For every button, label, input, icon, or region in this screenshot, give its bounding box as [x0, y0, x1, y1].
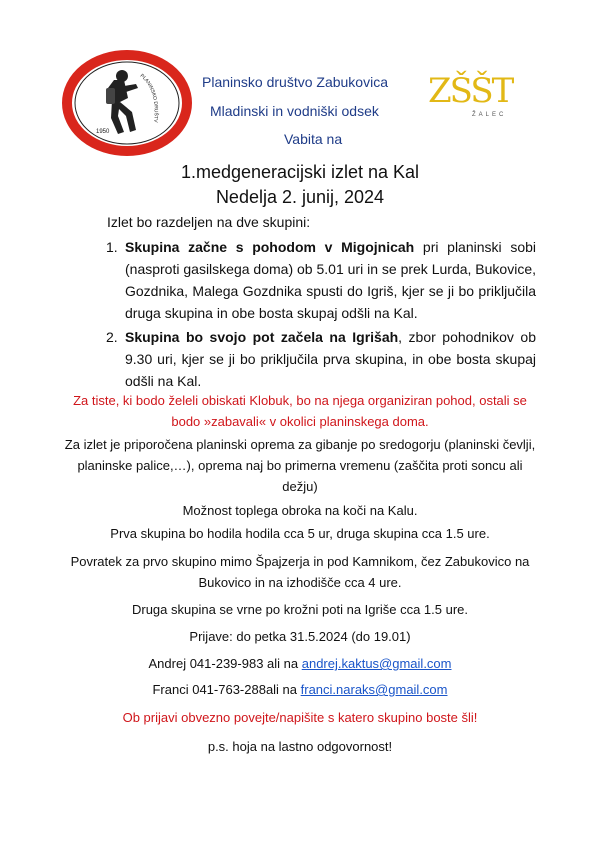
org-name: Planinsko društvo Zabukovica	[202, 74, 388, 90]
group-lead: Skupina bo svojo pot začela na Igrišah	[125, 329, 399, 345]
intro-text: Izlet bo razdeljen na dve skupini:	[107, 214, 311, 230]
event-title: 1.medgeneracijski izlet na Kal	[180, 162, 420, 182]
return-note-1: Povratek za prvo skupino mimo Špajzerja in pod Kamnikom, čez Zabukovico na Bukovico in na izhodišče cca 4 ure.	[70, 554, 530, 590]
list-number: 1.	[106, 239, 118, 255]
invite-text: Vabita na	[284, 131, 343, 147]
signup-warning: Ob prijavi obvezno povejte/napišite s katero skupino boste šli!	[122, 710, 478, 725]
event-date: Nedelja 2. junij, 2024	[215, 187, 385, 207]
list-number: 2.	[106, 329, 118, 345]
contact-andrej	[60, 653, 540, 674]
signup-note: Prijave: do petka 31.5.2024 (do 19.01)	[189, 629, 411, 644]
svg-text:ŽALEC: ŽALEC	[472, 112, 507, 118]
meal-note: Možnost toplega obroka na koči na Kalu.	[182, 503, 418, 518]
list-item	[106, 236, 536, 324]
group-lead: Skupina začne s pohodom v Migojnicah	[125, 239, 415, 255]
duration-note: Prva skupina bo hodila hodila cca 5 ur, druga skupina cca 1.5 ure.	[110, 526, 490, 541]
club-logo	[62, 50, 192, 156]
return-note-2: Druga skupina se vrne po krožni poti na Igriše cca 1.5 ure.	[131, 602, 468, 617]
svg-text:ZŠŠT: ZŠŠT	[428, 71, 513, 111]
klobuk-note: Za tiste, ki bodo želeli obiskati Klobuk, bo na njega organiziran pohod, ostali se bodo »zabavali« v okolici planinskega doma.	[73, 393, 527, 429]
contact-text: Andrej 041-239-983 ali na	[148, 656, 302, 671]
equipment-note: Za izlet je priporočena planinski oprema za gibanje po sredogorju (planinski čevlji, planinske palice,…), oprema naj bo primerna vremenu (zaščita proti soncu ali dežju)	[64, 437, 536, 494]
disclaimer: p.s. hoja na lastno odgovornost!	[207, 739, 393, 754]
svg-text:PLANINSKO DRUŠTVO ZABUKOVICA: PLANINSKO DRUŠTV	[138, 72, 159, 123]
group-detail: , zbor pohodnikov ob 9.30 uri, kjer se ji bo priključila prva skupina, in obe bosta skupaj odšli na Kal.	[125, 329, 536, 389]
section-name: Mladinski in vodniški odsek	[210, 103, 379, 119]
zsst-logo	[424, 66, 516, 122]
contact-franci	[60, 679, 540, 700]
group-list	[106, 236, 536, 392]
svg-text:1950: 1950	[96, 129, 110, 135]
email-link-andrej[interactable]: andrej.kaktus@gmail.com	[301, 656, 452, 671]
email-link-franci[interactable]: franci.naraks@gmail.com	[300, 682, 448, 697]
group-detail: pri planinski sobi (nasproti gasilskega doma) ob 5.01 uri in se prek Lurda, Bukovice, Gozdnika, Malega Gozdnika spusti do Igriš, kjer se ji bo priključila druga skupina in obe bosta skupaj odšli na Kal.	[125, 239, 536, 321]
list-item	[106, 326, 536, 392]
contact-text: Franci 041-763-288ali na	[152, 682, 301, 697]
